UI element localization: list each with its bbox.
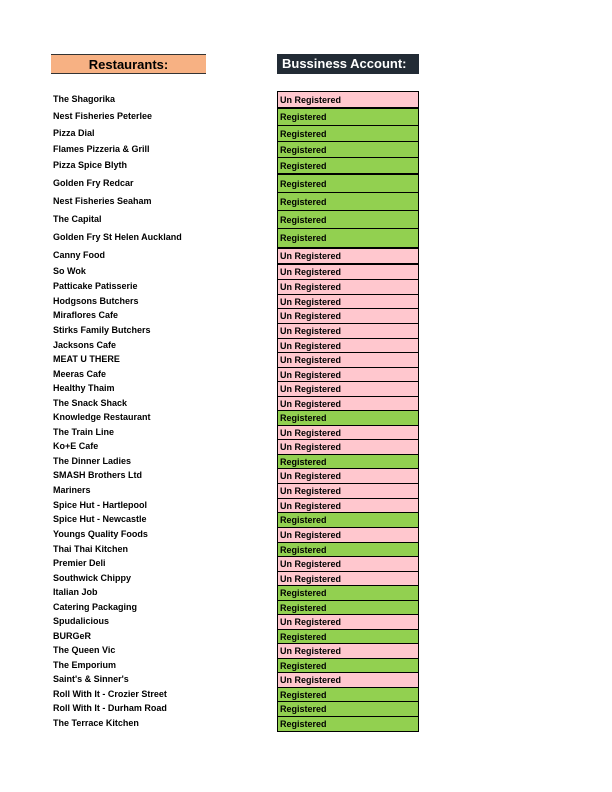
restaurant-name: The Capital xyxy=(53,214,102,224)
restaurant-name: Golden Fry Redcar xyxy=(53,178,134,188)
unregistered-status-cell: Un Registered xyxy=(277,338,419,353)
restaurant-name: Nest Fisheries Seaham xyxy=(53,196,152,206)
restaurant-name: Nest Fisheries Peterlee xyxy=(53,111,153,121)
registered-status-cell: Registered xyxy=(277,629,419,644)
unregistered-status-cell: Un Registered xyxy=(277,571,419,586)
restaurant-name: Flames Pizzeria & Grill xyxy=(53,144,150,154)
restaurant-name: Pizza Dial xyxy=(53,128,95,138)
unregistered-status-cell: Un Registered xyxy=(277,264,419,280)
restaurant-name: Southwick Chippy xyxy=(53,573,132,583)
restaurant-name: Roll With It - Durham Road xyxy=(53,703,167,713)
restaurant-name: Mariners xyxy=(53,485,91,495)
unregistered-status-cell: Un Registered xyxy=(277,308,419,324)
registered-status-cell: Registered xyxy=(277,125,419,142)
registered-status-cell: Registered xyxy=(277,108,419,126)
restaurant-name: SMASH Brothers Ltd xyxy=(53,470,143,480)
restaurant-name: Canny Food xyxy=(53,250,105,260)
restaurant-name: Golden Fry St Helen Auckland xyxy=(53,232,182,242)
unregistered-status-cell: Un Registered xyxy=(277,279,419,295)
registered-status-cell: Registered xyxy=(277,512,419,528)
restaurant-name: The Queen Vic xyxy=(53,645,116,655)
restaurant-name: Saint's & Sinner's xyxy=(53,674,129,684)
registered-status-cell: Registered xyxy=(277,141,419,158)
registered-status-cell: Registered xyxy=(277,687,419,702)
restaurant-name: The Emporium xyxy=(53,660,117,670)
restaurant-name: MEAT U THERE xyxy=(53,354,120,364)
restaurant-name: BURGeR xyxy=(53,631,92,641)
registered-status-cell: Registered xyxy=(277,658,419,673)
unregistered-status-cell: Un Registered xyxy=(277,439,419,455)
restaurant-name: Stirks Family Butchers xyxy=(53,325,151,335)
restaurant-name: Pizza Spice Blyth xyxy=(53,160,128,170)
registered-status-cell: Registered xyxy=(277,210,419,229)
restaurant-name: Italian Job xyxy=(53,587,98,597)
unregistered-status-cell: Un Registered xyxy=(277,643,419,659)
unregistered-status-cell: Un Registered xyxy=(277,468,419,484)
unregistered-status-cell: Un Registered xyxy=(277,381,419,397)
unregistered-status-cell: Un Registered xyxy=(277,396,419,411)
restaurant-name: The Terrace Kitchen xyxy=(53,718,139,728)
registered-status-cell: Registered xyxy=(277,454,419,469)
unregistered-status-cell: Un Registered xyxy=(277,614,419,630)
unregistered-status-cell: Un Registered xyxy=(277,527,419,543)
restaurant-name: Miraflores Cafe xyxy=(53,310,119,320)
unregistered-status-cell: Un Registered xyxy=(277,91,419,108)
restaurant-name: The Snack Shack xyxy=(53,398,128,408)
unregistered-status-cell: Un Registered xyxy=(277,352,419,368)
restaurant-name: Spudalicious xyxy=(53,616,110,626)
registered-status-cell: Registered xyxy=(277,157,419,174)
restaurant-name: Youngs Quality Foods xyxy=(53,529,148,539)
restaurant-name: Roll With It - Crozier Street xyxy=(53,689,167,699)
registered-status-cell: Registered xyxy=(277,542,419,557)
restaurant-name: Healthy Thaim xyxy=(53,383,115,393)
restaurant-name: The Train Line xyxy=(53,427,115,437)
restaurant-name: Spice Hut - Newcastle xyxy=(53,514,147,524)
unregistered-status-cell: Un Registered xyxy=(277,556,419,572)
restaurant-name: Ko+E Cafe xyxy=(53,441,99,451)
registered-status-cell: Registered xyxy=(277,410,419,426)
registered-status-cell: Registered xyxy=(277,701,419,717)
restaurant-name: Knowledge Restaurant xyxy=(53,412,151,422)
unregistered-status-cell: Un Registered xyxy=(277,483,419,499)
unregistered-status-cell: Un Registered xyxy=(277,498,419,513)
restaurant-name: Catering Packaging xyxy=(53,602,138,612)
restaurant-name: Jacksons Cafe xyxy=(53,340,117,350)
restaurant-name: Meeras Cafe xyxy=(53,369,107,379)
unregistered-status-cell: Un Registered xyxy=(277,425,419,440)
restaurant-name: The Dinner Ladies xyxy=(53,456,132,466)
registered-status-cell: Registered xyxy=(277,716,419,732)
unregistered-status-cell: Un Registered xyxy=(277,367,419,382)
restaurants-header: Restaurants: xyxy=(51,54,206,74)
business-account-header: Bussiness Account: xyxy=(277,54,419,74)
restaurant-name: Thai Thai Kitchen xyxy=(53,544,129,554)
unregistered-status-cell: Un Registered xyxy=(277,248,419,264)
restaurant-name: Premier Deli xyxy=(53,558,106,568)
restaurant-name: So Wok xyxy=(53,266,86,276)
unregistered-status-cell: Un Registered xyxy=(277,294,419,309)
restaurant-name: The Shagorika xyxy=(53,94,116,104)
unregistered-status-cell: Un Registered xyxy=(277,672,419,688)
unregistered-status-cell: Un Registered xyxy=(277,323,419,339)
registered-status-cell: Registered xyxy=(277,600,419,615)
registered-status-cell: Registered xyxy=(277,585,419,601)
restaurant-name: Patticake Patisserie xyxy=(53,281,138,291)
registered-status-cell: Registered xyxy=(277,228,419,248)
registered-status-cell: Registered xyxy=(277,174,419,193)
restaurant-name: Spice Hut - Hartlepool xyxy=(53,500,148,510)
registered-status-cell: Registered xyxy=(277,192,419,211)
restaurant-name: Hodgsons Butchers xyxy=(53,296,139,306)
